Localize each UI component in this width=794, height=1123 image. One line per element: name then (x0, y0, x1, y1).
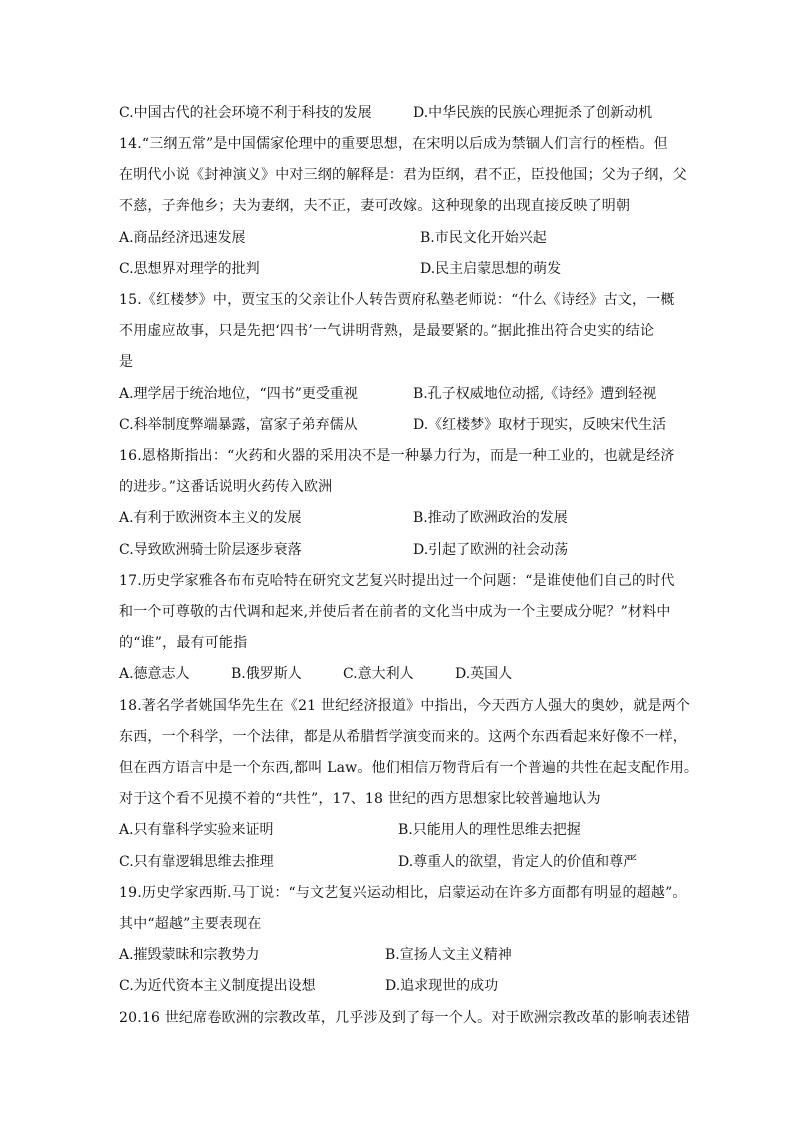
q19-stem-line1: 19.历史学家西斯.马丁说：“与文艺复兴运动相比，启蒙运动在许多方面都有明显的超越”。 (119, 885, 687, 901)
q18-stem-line4: 对于这个看不见摸不着的“共性”，17、18 世纪的西方思想家比较普遍地认为 (119, 791, 601, 807)
q16-option-d: D.引起了欧洲的社会动荡 (413, 542, 569, 558)
q15-stem-line1: 15.《红楼梦》中，贾宝玉的父亲让仆人转告贾府私塾老师说：“什么《诗经》古文，一概 (119, 292, 675, 308)
q16-stem-line1: 16.恩格斯指出：“火药和火器的采用决不是一种暴力行为，而是一种工业的，也就是经济 (119, 448, 675, 464)
q18-stem-line1: 18.著名学者姚国华先生在《21 世纪经济报道》中指出，今天西方人强大的奥妙，就是两个 (119, 698, 691, 714)
q17-stem-line3: 的“谁”，最有可能指 (119, 635, 248, 651)
q14-option-a: A.商品经济迅速发展 (119, 230, 246, 246)
q18-stem-line2: 东西，一个科学，一个法律，都是从希腊哲学演变而来的。这两个东西看起来好像不一样， (119, 729, 687, 745)
q15-option-c: C.科举制度弊端暴露，富家子弟弃儒从 (119, 417, 358, 433)
q18-stem-line3: 但在西方语言中是一个东西,都叫 Law。他们相信万物背后有一个普遍的共性在起支配作用。 (119, 760, 699, 776)
q17-stem-line2: 和一个可尊敬的古代调和起来,并使后者在前者的文化当中成为一个主要成分呢？”材料中 (119, 604, 671, 620)
q16-stem-line2: 的进步。”这番话说明火药传入欧洲 (119, 479, 333, 495)
q14-stem-line2: 在明代小说《封神演义》中对三纲的解释是：君为臣纲，君不正，臣投他国；父为子纲，父 (119, 167, 687, 183)
q19-stem-line2: 其中“超越”主要表现在 (119, 916, 262, 932)
q13-option-c: C.中国古代的社会环境不利于科技的发展 (119, 105, 372, 121)
q17-stem-line1: 17.历史学家雅各布布克哈特在研究文艺复兴时提出过一个问题：“是谁使他们自己的时代 (119, 573, 675, 589)
q18-option-d: D.尊重人的欲望，肯定人的价值和尊严 (398, 854, 638, 870)
q19-option-a: A.摧毁蒙昧和宗教势力 (119, 947, 260, 963)
q15-option-d: D.《红楼梦》取材于现实，反映宋代生活 (413, 417, 667, 433)
q16-option-c: C.导致欧洲骑士阶层逐步衰落 (119, 542, 302, 558)
q19-option-b: B.宣扬人文主义精神 (385, 947, 512, 963)
q17-option-b: B.俄罗斯人 (231, 666, 302, 682)
q15-stem-line3: 是 (119, 354, 134, 370)
q13-option-d: D.中华民族的民族心理扼杀了创新动机 (413, 105, 653, 121)
q14-option-d: D.民主启蒙思想的萌发 (420, 261, 562, 277)
q14-stem-line1: 14.“三纲五常”是中国儒家伦理中的重要思想，在宋明以后成为禁锢人们言行的桎梏。但 (119, 136, 668, 152)
q18-option-a: A.只有靠科学实验来证明 (119, 822, 274, 838)
q16-option-b: B.推动了欧洲政治的发展 (413, 510, 568, 526)
q16-option-a: A.有利于欧洲资本主义的发展 (119, 510, 302, 526)
q17-option-a: A.德意志人 (119, 666, 190, 682)
q18-option-b: B.只能用人的理性思维去把握 (398, 822, 581, 838)
q18-option-c: C.只有靠逻辑思维去推理 (119, 854, 274, 870)
q15-stem-line2: 不用虚应故事，只是先把‘四书’一气讲明背熟，是最要紧的。”据此推出符合史实的结论 (119, 323, 655, 339)
q17-option-d: D.英国人 (455, 666, 513, 682)
q17-option-c: C.意大利人 (343, 666, 414, 682)
q19-option-d: D.追求现世的成功 (385, 978, 499, 994)
q15-option-a: A.理学居于统治地位，“四书”更受重视 (119, 386, 358, 402)
q15-option-b: B.孔子权威地位动摇,《诗经》遭到轻视 (413, 386, 657, 402)
q20-stem-line1: 20.16 世纪席卷欧洲的宗教改革，几乎涉及到了每一个人。对于欧洲宗教改革的影响表述错 (119, 1010, 691, 1026)
q19-option-c: C.为近代资本主义制度提出设想 (119, 978, 316, 994)
q14-option-b: B.市民文化开始兴起 (420, 230, 547, 246)
q14-option-c: C.思想界对理学的批判 (119, 261, 260, 277)
q14-stem-line3: 不慈，子奔他乡；夫为妻纲，夫不正，妻可改嫁。这种现象的出现直接反映了明朝 (119, 198, 631, 214)
